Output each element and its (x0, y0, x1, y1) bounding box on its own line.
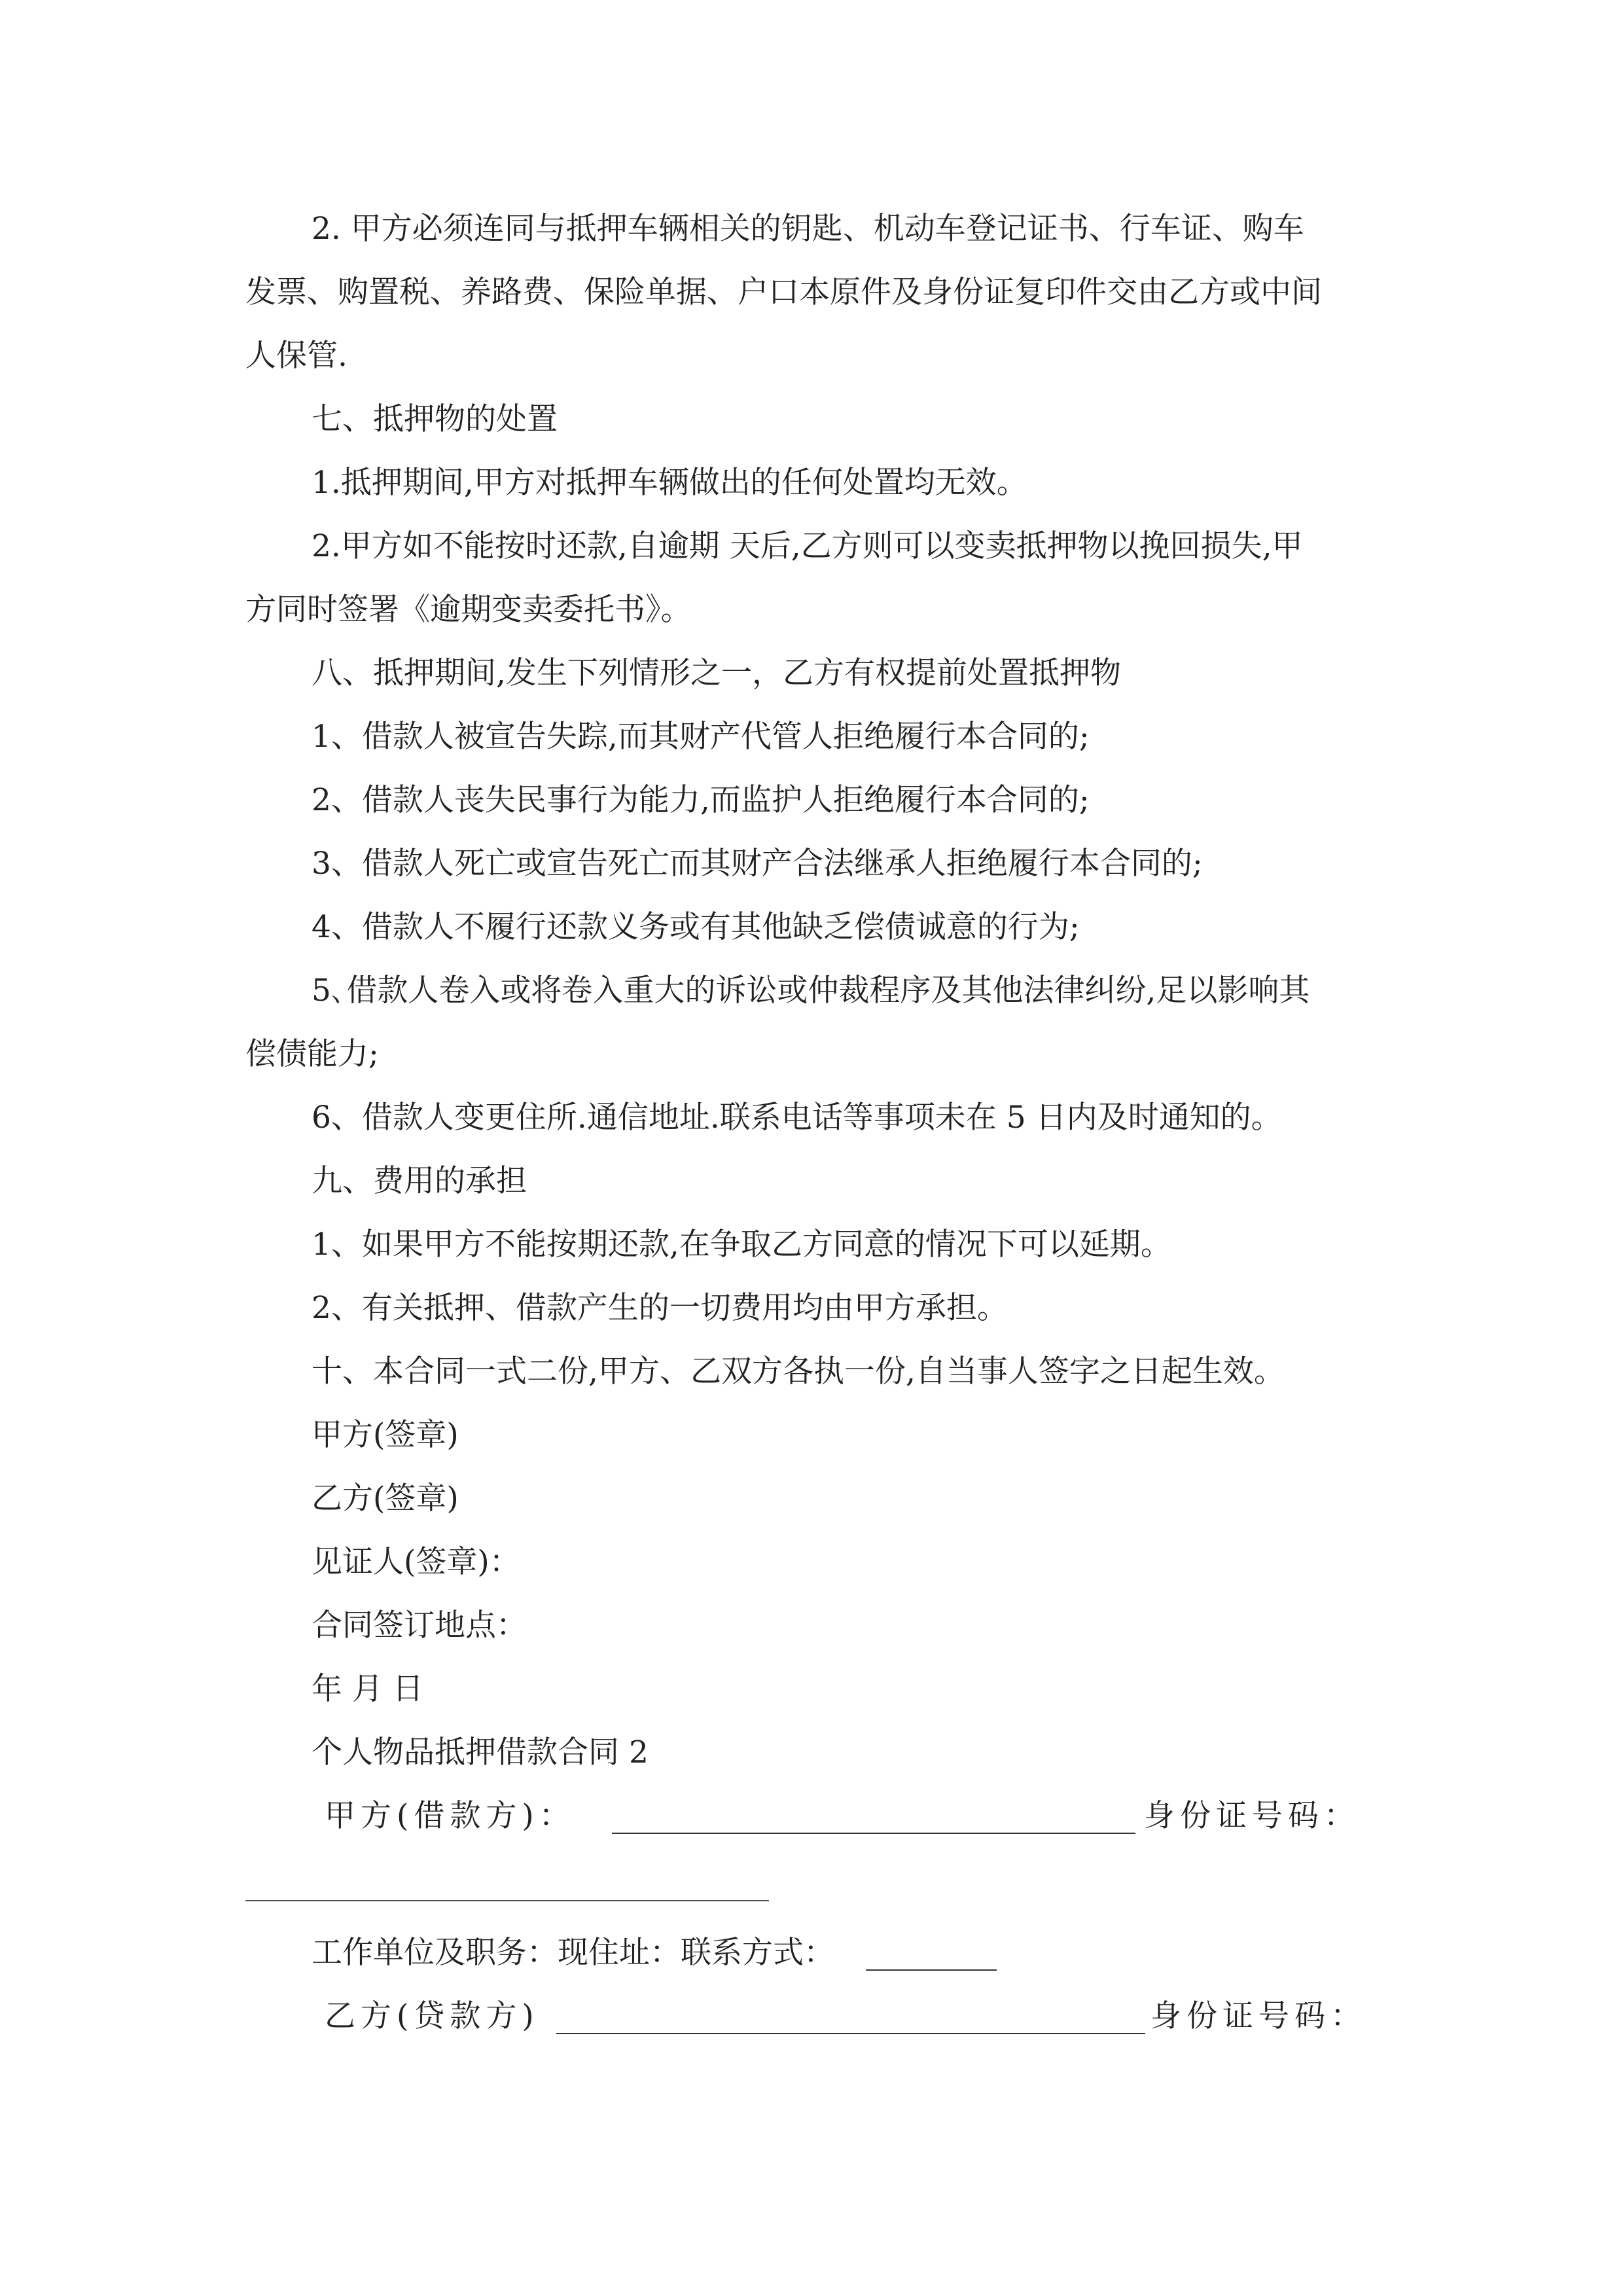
list-item: 2、有关抵押、借款产生的一切费用均由甲方承担。 (312, 1290, 1008, 1326)
paragraph: 1.抵押期间,甲方对抵押车辆做出的任何处置均无效。 (312, 465, 1027, 501)
party-a-blank (612, 1833, 1135, 1834)
list-item: 3、借款人死亡或宣告死亡而其财产合法继承人拒绝履行本合同的; (312, 846, 1203, 882)
paragraph: 方同时签署《逾期变卖委托书》。 (245, 592, 692, 628)
underline-blank (245, 1900, 769, 1901)
signature-line: 见证人(签章)： (312, 1544, 520, 1580)
party-a-label: 甲方(借款方)： (325, 1798, 575, 1834)
party-b-label: 乙方(贷款方) (325, 1998, 539, 2034)
id-label: 身份证号码： (1144, 1798, 1360, 1834)
id-label: 身份证号码： (1150, 1998, 1366, 2034)
signature-line: 合同签订地点： (312, 1607, 527, 1643)
party-b-blank (556, 2033, 1145, 2034)
party-b-row (325, 1997, 539, 2036)
contact-blank (866, 1969, 997, 1971)
list-item: 1、如果甲方不能按期还款,在争取乙方同意的情况下可以延期。 (312, 1227, 1171, 1263)
contract-title: 个人物品抵押借款合同 2 (312, 1734, 649, 1770)
list-item: 6、借款人变更住所.通信地址.联系电话等事项未在 5 日内及时通知的。 (312, 1100, 1282, 1136)
section-heading: 八、抵押期间,发生下列情形之一，乙方有权提前处置抵押物 (312, 655, 1121, 691)
work-info-label: 工作单位及职务：现住址：联系方式： (312, 1935, 834, 1971)
paragraph: 2. 甲方必须连同与抵押车辆相关的钥匙、机动车登记证书、行车证、购车 (312, 211, 1304, 247)
paragraph: 人保管. (245, 338, 348, 374)
list-item: 5､借款人卷入或将卷入重大的诉讼或仲裁程序及其他法律纠纷,足以影响其 (312, 973, 1310, 1009)
list-item: 偿债能力; (245, 1036, 379, 1072)
paragraph: 2.甲方如不能按时还款,自逾期 天后,乙方则可以变卖抵押物以挽回损失,甲 (312, 528, 1303, 564)
list-item: 2、借款人丧失民事行为能力,而监护人拒绝履行本合同的; (312, 782, 1090, 818)
signature-line: 乙方(签章) (312, 1480, 459, 1516)
list-item: 4、借款人不履行还款义务或有其他缺乏偿债诚意的行为; (312, 909, 1080, 945)
section-heading: 九、费用的承担 (312, 1163, 527, 1199)
party-a-row (325, 1797, 575, 1836)
list-item: 1、借款人被宣告失踪,而其财产代管人拒绝履行本合同的; (312, 719, 1090, 755)
work-info-row (312, 1933, 834, 1973)
section-heading: 十、本合同一式二份,甲方、乙双方各执一份,自当事人签字之日起生效。 (312, 1354, 1285, 1390)
date-line: 年 月 日 (312, 1671, 423, 1707)
section-heading: 七、抵押物的处置 (312, 401, 558, 437)
paragraph: 发票、购置税、养路费、保险单据、户口本原件及身份证复印件交由乙方或中间 (245, 274, 1322, 310)
signature-line: 甲方(签章) (312, 1417, 459, 1453)
